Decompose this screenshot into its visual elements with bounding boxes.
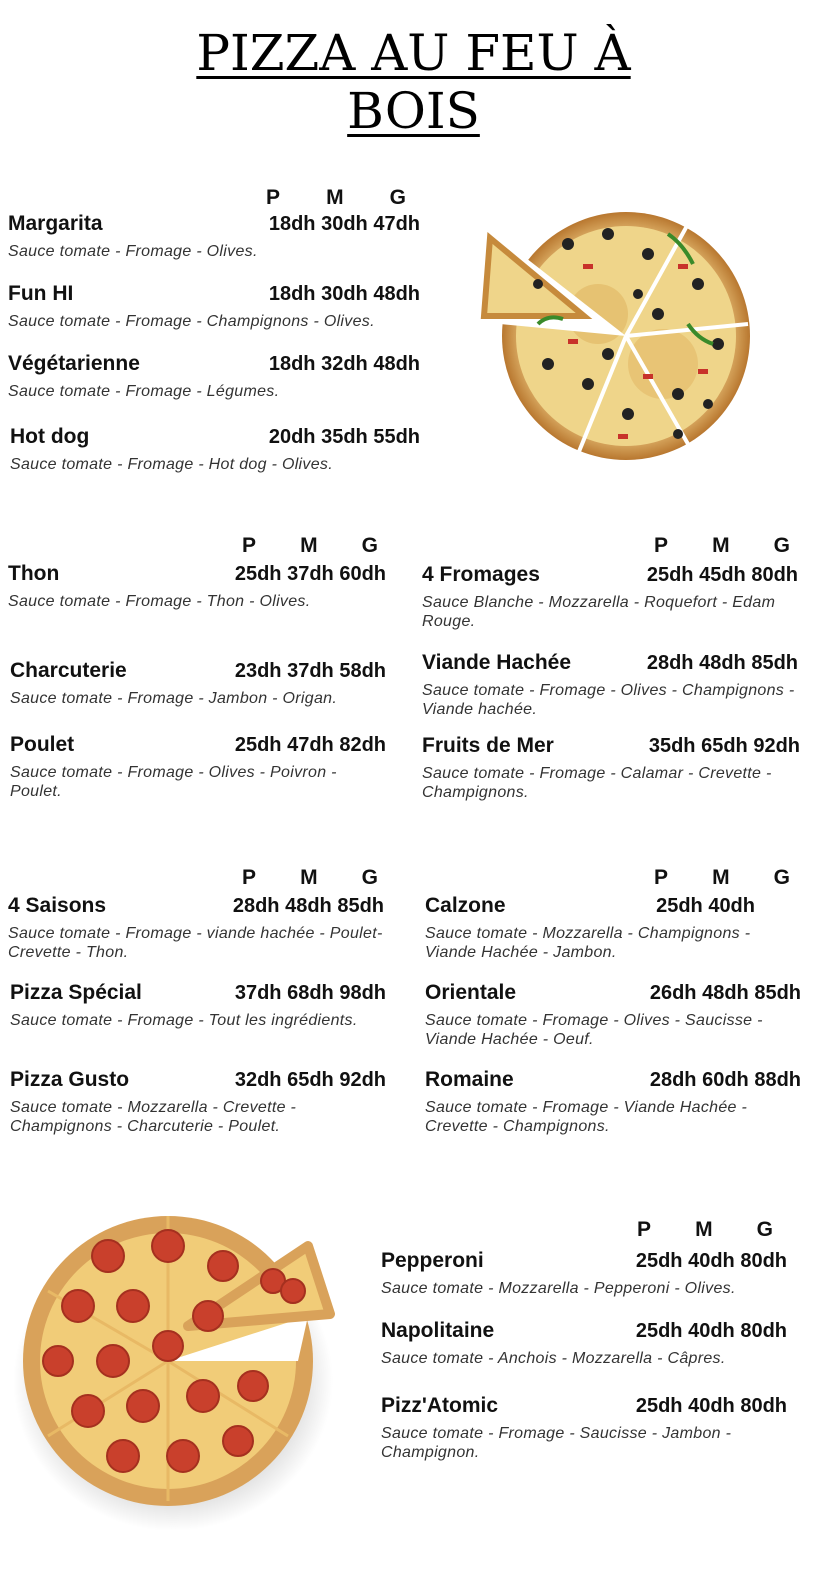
item-prices: 28dh 60dh 88dh [649,1069,801,1091]
item-description: Sauce tomate - Fromage - viande hachée - Poulet- Crevette - Thon. [8,925,383,961]
menu-item-orientale [425,981,820,1049]
menu-item-thon [8,562,398,611]
item-description: Sauce tomate - Fromage - Thon - Olives. [8,593,311,610]
item-description: Sauce tomate - Mozzarella - Pepperoni - Olives. [381,1280,736,1297]
item-name: Orientale [425,981,517,1004]
item-prices: 18dh 32dh 48dh [268,353,420,375]
item-name: Romaine [425,1068,514,1091]
item-name: Fruits de Mer [422,734,554,757]
size-g: G [773,534,790,557]
size-p: P [242,534,257,557]
item-description: Sauce tomate - Fromage - Légumes. [8,383,280,400]
menu-title-line1: PIZZA AU FEU À [196,24,631,82]
size-p: P [637,1218,652,1241]
size-m: M [326,186,344,209]
menu-title-line2: BOIS [347,82,480,140]
size-m: M [712,534,730,557]
size-m: M [300,866,318,889]
item-prices: 37dh 68dh 98dh [234,982,386,1004]
item-prices: 18dh 30dh 48dh [268,283,420,305]
item-prices: 25dh 40dh 80dh [635,1395,787,1417]
item-prices: 25dh 45dh 80dh [646,564,798,586]
item-name: Margarita [8,212,103,235]
item-name: Végétarienne [8,352,140,375]
item-name: 4 Saisons [8,894,107,917]
item-description: Sauce tomate - Fromage - Tout les ingrédients. [10,1012,358,1029]
size-header-section3-right [654,866,790,890]
size-header-section1 [266,186,406,210]
menu-item-romaine [425,1068,820,1136]
size-g: G [756,1218,773,1241]
menu-item-margarita [8,212,448,261]
item-prices: 18dh 30dh 47dh [268,213,420,235]
menu-item-4-saisons [8,894,413,962]
menu-item-viande-hachee [422,651,822,719]
item-description: Sauce tomate - Fromage - Olives - Champignons - Viande hachée. [422,682,795,718]
size-m: M [695,1218,713,1241]
size-p: P [266,186,281,209]
item-prices: 25dh 40dh 80dh [635,1250,787,1272]
item-name: Poulet [10,733,75,756]
item-description: Sauce tomate - Fromage - Hot dog - Olives. [10,456,333,473]
menu-item-charcuterie [10,659,400,708]
menu-item-napolitaine [381,1319,821,1368]
item-name: Viande Hachée [422,651,572,674]
item-prices: 25dh 40dh 80dh [635,1320,787,1342]
item-name: Pizz'Atomic [381,1394,499,1417]
menu-item-4-fromages [422,563,817,631]
item-prices: 25dh 47dh 82dh [234,734,386,756]
size-p: P [242,866,257,889]
size-g: G [389,186,406,209]
item-prices: 32dh 65dh 92dh [234,1069,386,1091]
item-name: Napolitaine [381,1319,495,1342]
item-description: Sauce Blanche - Mozzarella - Roquefort - Edam Rouge. [422,594,776,630]
menu-item-calzone [425,894,820,962]
item-description: Sauce tomate - Mozzarella - Champignons - Viande Hachée - Jambon. [425,925,751,961]
size-p: P [654,534,669,557]
item-description: Sauce tomate - Fromage - Olives - Saucisse - Viande Hachée - Oeuf. [425,1012,763,1048]
item-name: Pizza Gusto [10,1068,130,1091]
item-prices: 25dh 40dh [656,895,755,917]
menu-title [0,24,827,140]
item-prices: 26dh 48dh 85dh [649,982,801,1004]
item-description: Sauce tomate - Fromage - Olives - Poivron - Poulet. [10,764,337,800]
veggie-pizza-icon [478,204,764,466]
menu-item-vegetarienne [8,352,448,401]
item-description: Sauce tomate - Fromage - Olives. [8,243,258,260]
item-description: Sauce tomate - Mozzarella - Crevette - Champignons - Charcuterie - Poulet. [10,1099,297,1135]
size-m: M [712,866,730,889]
item-name: Calzone [425,894,506,917]
item-description: Sauce tomate - Fromage - Jambon - Origan. [10,690,338,707]
item-description: Sauce tomate - Fromage - Viande Hachée - Crevette - Champignons. [425,1099,748,1135]
item-name: Hot dog [10,425,90,448]
menu-item-fruits-de-mer [422,734,817,802]
menu-item-poulet [10,733,400,801]
size-header-section3-left [242,866,378,890]
menu-item-pizza-gusto [10,1068,405,1136]
item-prices: 28dh 48dh 85dh [232,895,384,917]
item-name: Fun HI [8,282,74,305]
size-header-section2-right [654,534,790,558]
item-prices: 35dh 65dh 92dh [648,735,800,757]
size-p: P [654,866,669,889]
size-header-section4 [637,1218,773,1242]
item-prices: 20dh 35dh 55dh [268,426,420,448]
item-name: Pepperoni [381,1249,484,1272]
size-g: G [361,534,378,557]
item-description: Sauce tomate - Fromage - Saucisse - Jambon - Champignon. [381,1425,732,1461]
size-header-section2-left [242,534,378,558]
item-description: Sauce tomate - Fromage - Champignons - Olives. [8,313,375,330]
item-prices: 23dh 37dh 58dh [234,660,386,682]
item-name: 4 Fromages [422,563,540,586]
menu-item-pepperoni [381,1249,821,1298]
item-name: Thon [8,562,60,585]
size-m: M [300,534,318,557]
menu-item-hot-dog [10,425,450,474]
item-name: Pizza Spécial [10,981,142,1004]
size-g: G [361,866,378,889]
pepperoni-pizza-icon [8,1196,348,1536]
item-description: Sauce tomate - Fromage - Calamar - Crevette - Champignons. [422,765,772,801]
item-description: Sauce tomate - Anchois - Mozzarella - Câpres. [381,1350,726,1367]
item-prices: 28dh 48dh 85dh [646,652,798,674]
item-prices: 25dh 37dh 60dh [234,563,386,585]
menu-item-pizza-special [10,981,410,1030]
menu-item-pizz-atomic [381,1394,821,1462]
menu-item-fun-hi [8,282,448,331]
item-name: Charcuterie [10,659,127,682]
size-g: G [773,866,790,889]
